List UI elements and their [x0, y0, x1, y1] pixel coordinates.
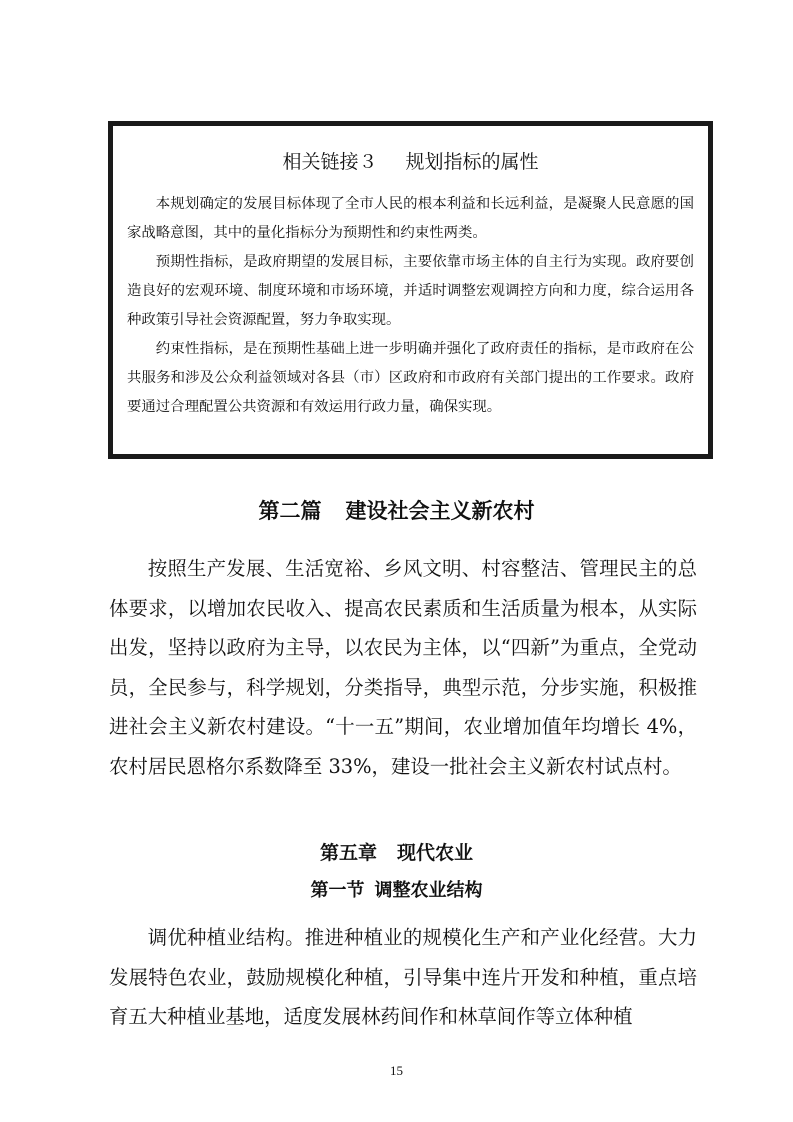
related-link-paragraph: 约束性指标，是在预期性基础上进一步明确并强化了政府责任的指标，是市政府在公共服务和涉及公众利益领域对各县（市）区政府和市政府有关部门提出的工作要求。政府要通过合理配置公共资源和有效运用行政力量，确保实现。 — [127, 341, 694, 415]
related-link-paragraph: 本规划确定的发展目标体现了全市人民的根本利益和长远利益，是凝聚人民意愿的国家战略意图，其中的量化指标分为预期性和约束性两类。 — [127, 196, 694, 241]
section-title — [0, 877, 793, 905]
related-link-paragraph: 预期性指标，是政府期望的发展目标，主要依靠市场主体的自主行为实现。政府要创造良好的宏观环境、制度环境和市场环境，并适时调整宏观调控方向和力度，综合运用各种政策引导社会资源配置，努力争取实现。 — [127, 254, 694, 328]
related-link-heading: 规划指标的属性 — [405, 151, 539, 173]
chapter-number: 第五章 — [319, 842, 377, 864]
chapter-heading: 现代农业 — [397, 842, 474, 864]
part-intro-paragraph: 按照生产发展、生活宽裕、乡风文明、村容整洁、管理民主的总体要求，以增加农民收入、提高农民素质和生活质量为根本，从实际出发，坚持以政府为主导，以农民为主体，以“四新”为重点，全党动员，全民参与，科学规划，分类指导，典型示范，分步实施，积极推进社会主义新农村建设。“十一五”期间，农业增加值年均增长 4%，农村居民恩格尔系数降至 33%，建设一批社会主义新农村试点村。 — [109, 557, 697, 778]
related-link-box — [108, 121, 713, 459]
chapter-title — [0, 839, 793, 867]
part-title — [0, 496, 793, 526]
related-link-label: 相关链接３ — [282, 151, 378, 173]
section-paragraph: 调优种植业结构。推进种植业的规模化生产和产业化经营。大力发展特色农业，鼓励规模化种植，引导集中连片开发和种植，重点培育五大种植业基地，适度发展林药间作和林草间作等立体种植 — [109, 926, 697, 1028]
related-link-title — [127, 148, 694, 176]
part-heading: 建设社会主义新农村 — [345, 499, 535, 523]
section-heading: 调整农业结构 — [374, 880, 483, 901]
part-number: 第二篇 — [258, 499, 322, 523]
section-number: 第一节 — [310, 880, 365, 901]
page-number: 15 — [390, 1063, 403, 1078]
